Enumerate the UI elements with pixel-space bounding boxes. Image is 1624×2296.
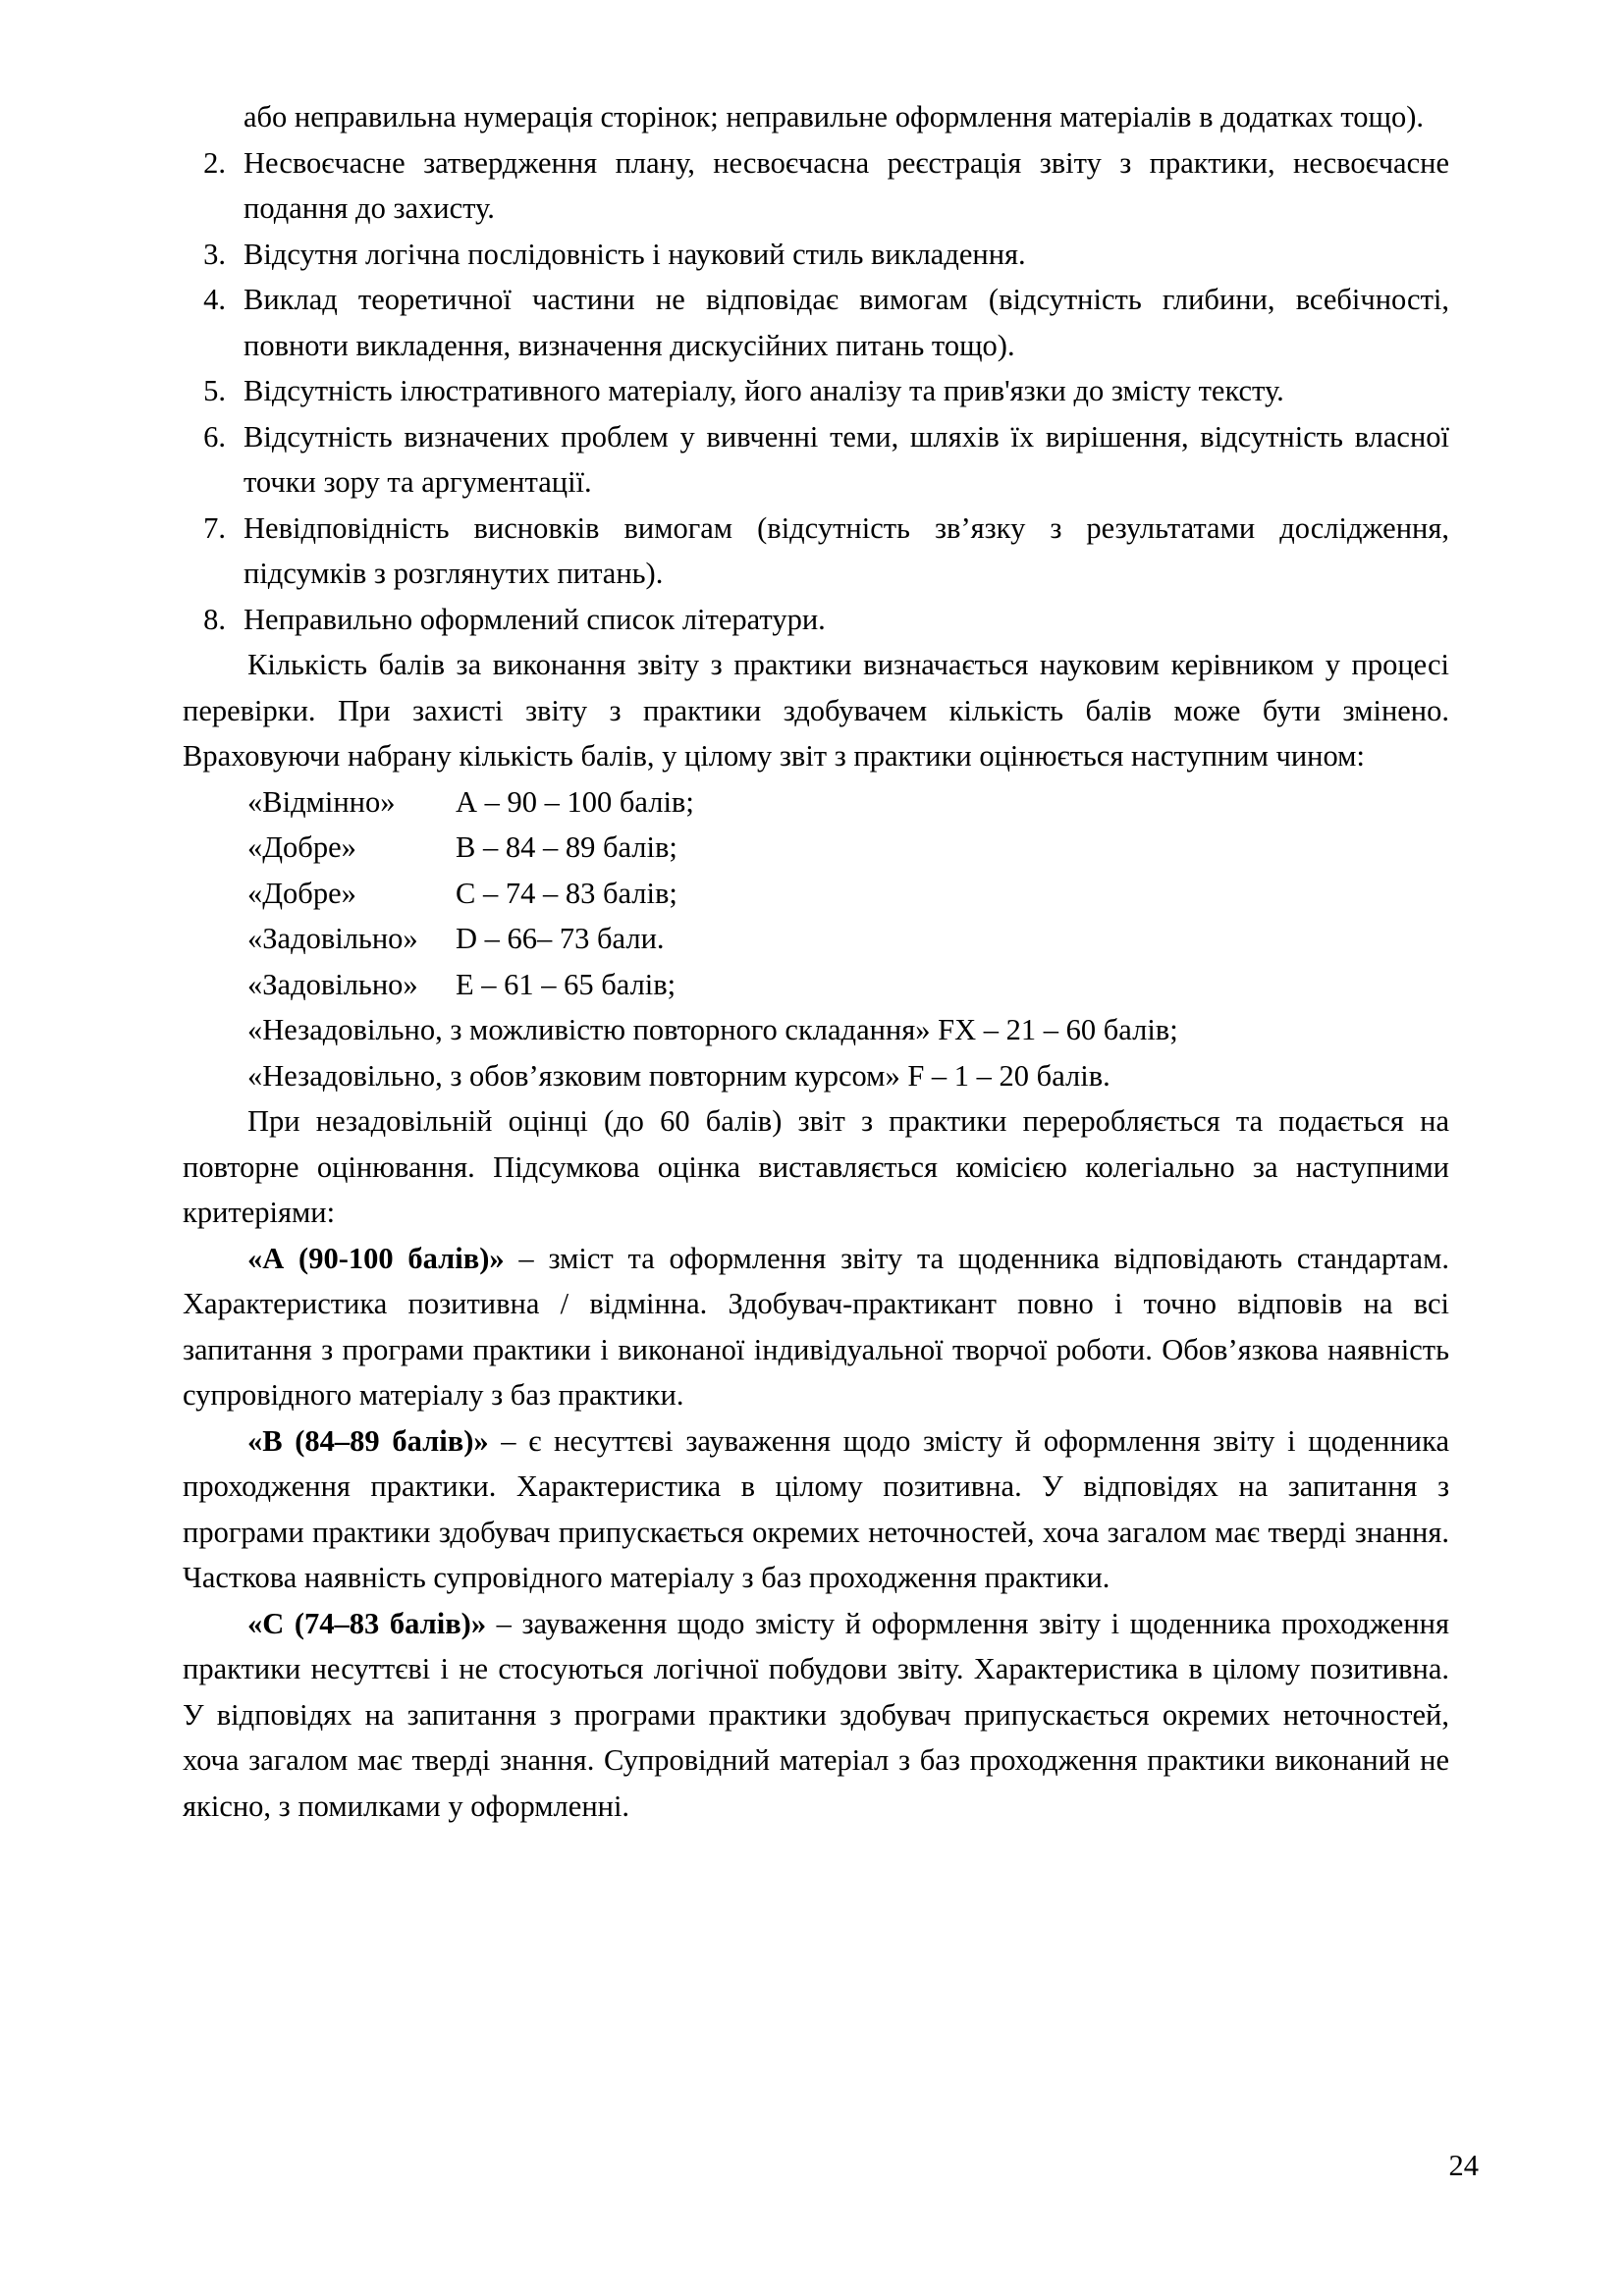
- page-content: [183, 94, 1449, 1829]
- grade-scale-name: «Задовільно»: [247, 967, 418, 1001]
- list-lead-in-text: або неправильна нумерація сторінок; неправильне оформлення матеріалів в додатках тощо).: [244, 100, 1425, 133]
- criteria-label-b: «В (84–89 балів)»: [247, 1423, 489, 1458]
- scoring-intro-paragraph: Кількість балів за виконання звіту з практики визначається науковим керівником у процесі перевірки. При захисті звіту з практики здобувачем кількість балів може бути змінено. Враховуючи набрану кількість балів, у цілому звіт з практики оцінюється наступним чином:: [183, 648, 1449, 773]
- grade-scale-row: [183, 916, 1449, 962]
- list-item-text: Відсутня логічна послідовність і науковий стиль викладення.: [244, 237, 1026, 271]
- problems-list: [183, 94, 1449, 642]
- grade-scale-row: [183, 871, 1449, 917]
- grade-scale-name: «Задовільно»: [247, 922, 418, 955]
- list-item: [183, 597, 1449, 643]
- list-item-text: Невідповідність висновків вимогам (відсутність зв’язку з результатами дослідження, підсумків з розглянутих питань).: [244, 510, 1449, 590]
- list-item: [183, 232, 1449, 278]
- grade-scale-name: «Добре»: [247, 876, 356, 910]
- list-item: [183, 368, 1449, 414]
- list-item-marker: 6.: [203, 419, 226, 454]
- grade-scale-value: А – 90 – 100 балів;: [456, 784, 694, 819]
- grade-scale-value: F – 1 – 20 балів.: [899, 1058, 1110, 1093]
- criteria-label-c: «С (74–83 балів)»: [247, 1606, 487, 1640]
- list-item-marker: 3.: [203, 237, 226, 271]
- grade-scale-name: «Добре»: [247, 830, 356, 864]
- grade-scale-row: [183, 1007, 1449, 1053]
- page-number: 24: [1448, 2149, 1479, 2182]
- grade-scale-row: [183, 779, 1449, 826]
- grade-scale-value: D – 66– 73 бали.: [456, 922, 665, 955]
- criteria-text-a: – зміст та оформлення звіту та щоденника відповідають стандартам. Характеристика позитивна / відмінна. Здобувач-практикант повно і точно відповів на всі запитання з програми практики і виконаної індивідуальної творчої роботи. Обов’язкова наявність супровідного матеріалу з баз практики.: [183, 1241, 1449, 1412]
- grade-scale-name: «Відмінно»: [247, 784, 396, 819]
- list-item: [183, 140, 1449, 232]
- criteria-text-c: – зауваження щодо змісту й оформлення звіту і щоденника проходження практики несуттєві і не стосуються логічної побудови звіту. Характеристика в цілому позитивна. У відповідях на запитання з програми практики здобувач припускається окремих неточностей, хоча загалом має тверді знання. Супровідний матеріал з баз проходження практики виконаний не якісно, з помилками у оформленні.: [183, 1606, 1449, 1823]
- list-item-marker: 7.: [203, 510, 226, 545]
- list-item-text: Неправильно оформлений список літератури.: [244, 602, 826, 636]
- list-item-marker: 4.: [203, 283, 226, 316]
- list-item: [183, 277, 1449, 368]
- list-item-marker: 8.: [203, 602, 226, 636]
- list-item-text: Виклад теоретичної частини не відповідає вимогам (відсутність глибини, всебічності, повноти викладення, визначення дискусійних питань тощо).: [244, 283, 1449, 362]
- reassessment-paragraph: При незадовільній оцінці (до 60 балів) звіт з практики переробляється та подається на повторне оцінювання. Підсумкова оцінка виставляється комісією колегіально за наступними критеріями:: [183, 1104, 1449, 1229]
- grade-scale-value: В – 84 – 89 балів;: [456, 830, 677, 864]
- grade-scale-list: [183, 779, 1449, 1099]
- list-item-text: Відсутність ілюстративного матеріалу, його аналізу та прив'язки до змісту тексту.: [244, 374, 1284, 407]
- list-item-text: Відсутність визначених проблем у вивченні теми, шляхів їх вирішення, відсутність власної точки зору та аргументації.: [244, 419, 1449, 499]
- list-item-marker: 5.: [203, 374, 226, 407]
- grade-scale-name: «Незадовільно, з обов’язковим повторним курсом»: [247, 1058, 900, 1093]
- list-item: [183, 414, 1449, 506]
- grade-scale-row: [183, 1053, 1449, 1099]
- criteria-paragraph-c: [183, 1601, 1449, 1830]
- grade-scale-value: Е – 61 – 65 балів;: [456, 967, 677, 1001]
- grade-scale-row: [183, 962, 1449, 1008]
- criteria-label-a: «А (90-100 балів)»: [247, 1241, 505, 1275]
- criteria-text-b: – є несуттєві зауваження щодо змісту й оформлення звіту і щоденника проходження практики. Характеристика в цілому позитивна. У відповідях на запитання з програми практики здобувач припускається окремих неточностей, хоча загалом має тверді знання. Часткова наявність супровідного матеріалу з баз проходження практики.: [183, 1423, 1449, 1594]
- list-item-marker: 2.: [203, 145, 226, 180]
- list-item: [183, 506, 1449, 597]
- grade-scale-value: FX – 21 – 60 балів;: [930, 1013, 1178, 1046]
- grade-scale-value: С – 74 – 83 балів;: [456, 876, 677, 910]
- criteria-paragraph-a: [183, 1236, 1449, 1418]
- list-lead-in: [183, 94, 1449, 140]
- list-item-text: Несвоєчасне затвердження плану, несвоєчасна реєстрація звіту з практики, несвоєчасне подання до захисту.: [244, 145, 1449, 225]
- grade-scale-name: «Незадовільно, з можливістю повторного складання»: [247, 1013, 931, 1046]
- criteria-paragraph-b: [183, 1418, 1449, 1601]
- grade-scale-row: [183, 825, 1449, 871]
